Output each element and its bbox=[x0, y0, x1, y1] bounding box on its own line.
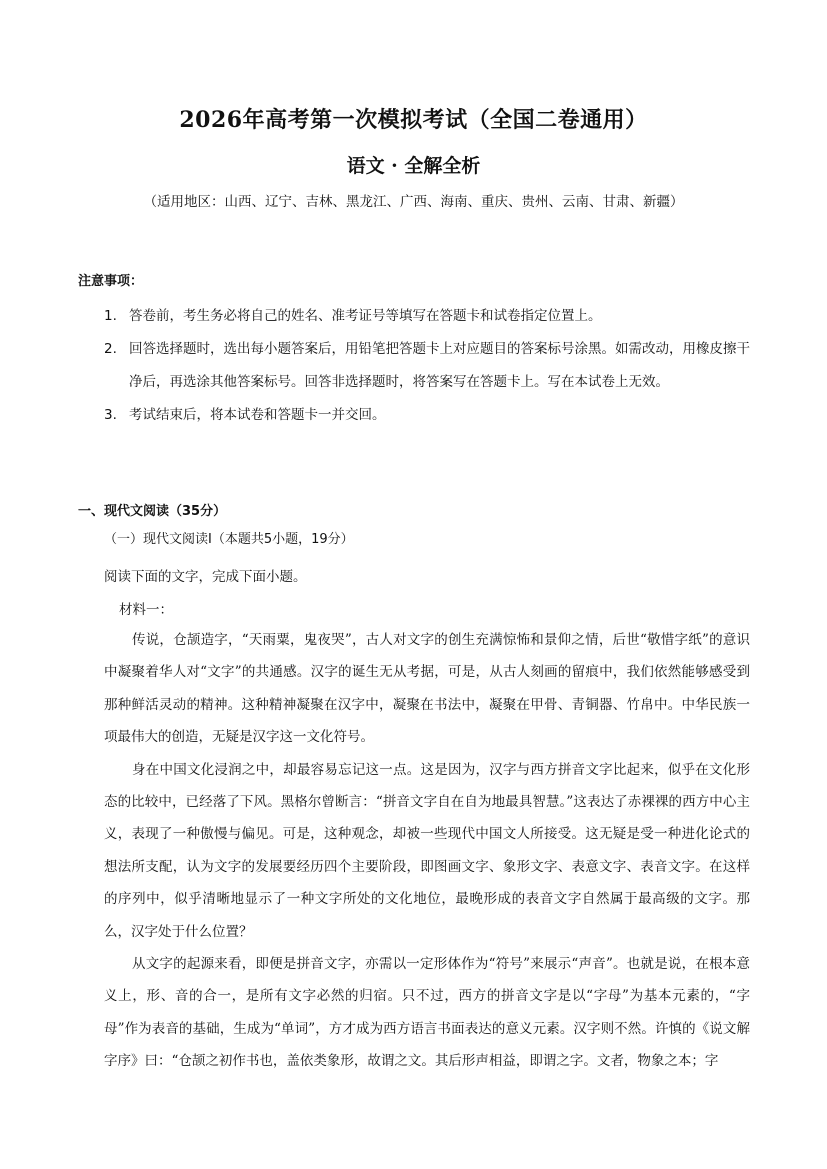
note-text: 答卷前，考生务必将自己的姓名、准考证号等填写在答题卡和试卷指定位置上。 bbox=[129, 308, 602, 324]
passage-paragraph: 从文字的起源来看，即便是拼音文字，亦需以一定形体作为“符号”来展示“声音”。也就是说，在根本意义上，形、音的合一，是所有文字必然的归宿。只不过，西方的拼音文字是以“字母”为基本元素的，“字母”作为表音的基础，生成为“单词”，方才成为西方语言书面表达的意义元素。汉字则不然。许慎的《说文解字序》曰：“仓颉之初作书也，盖依类象形，故谓之文。其后形声相益，即谓之字。文者，物象之本；字 bbox=[104, 956, 750, 1070]
passage-paragraph: 身在中国文化浸润之中，却最容易忘记这一点。这是因为，汉字与西方拼音文字比起来，似乎在文化形态的比较中，已经落了下风。黑格尔曾断言：“拼音文字自在自为地最具智慧。”这表达了赤裸裸的西方中心主义，表现了一种傲慢与偏见。可是，这种观念，却被一些现代中国文人所接受。这无疑是受一种进化论式的想法所支配，认为文字的发展要经历四个主要阶段，即图画文字、象形文字、表意文字、表音文字。在这样的序列中，似乎清晰地显示了一种文字所处的文化地位，最晚形成的表音文字自然属于最高级的文字。那么，汉字处于什么位置？ bbox=[104, 761, 750, 940]
applicable-regions: （适用地区：山西、辽宁、吉林、黑龙江、广西、海南、重庆、贵州、云南、甘肃、新疆） bbox=[143, 194, 684, 210]
note-number: 2. bbox=[104, 341, 117, 357]
reading-instruction: 阅读下面的文字，完成下面小题。 bbox=[104, 569, 307, 585]
note-text: 回答选择题时，选出每小题答案后，用铅笔把答题卡上对应题目的答案标号涂黑。如需改动，用橡皮擦干净后，再选涂其他答案标号。回答非选择题时，将答案写在答题卡上。写在本试卷上无效。 bbox=[129, 341, 750, 390]
subsection-title: （一）现代文阅读Ⅰ（本题共5小题，19分） bbox=[104, 532, 354, 547]
exam-title: 2026年高考第一次模拟考试（全国二卷通用） bbox=[179, 107, 648, 133]
exam-subtitle: 语文 · 全解全析 bbox=[346, 155, 481, 177]
note-item bbox=[104, 333, 760, 399]
note-item bbox=[104, 399, 760, 432]
passage-paragraph: 传说，仓颉造字，“天雨粟，鬼夜哭”，古人对文字的创生充满惊怖和景仰之情，后世“敬惜字纸”的意识中凝聚着华人对“文字”的共通感。汉字的诞生无从考据，可是，从古人刻画的留痕中，我们依然能够感受到那种鲜活灵动的精神。这种精神凝聚在汉字中，凝聚在书法中，凝聚在甲骨、青铜器、竹帛中。中华民族一项最伟大的创造，无疑是汉字这一文化符号。 bbox=[104, 632, 750, 746]
material-label: 材料一： bbox=[119, 602, 173, 618]
notes-list bbox=[104, 300, 760, 432]
note-number: 1. bbox=[104, 308, 117, 324]
reading-passage bbox=[104, 624, 750, 1078]
note-number: 3. bbox=[104, 407, 117, 423]
note-text: 考试结束后，将本试卷和答题卡一并交回。 bbox=[129, 407, 386, 423]
notes-title: 注意事项： bbox=[78, 274, 144, 289]
note-item bbox=[104, 300, 760, 333]
section-title: 一、现代文阅读（35分） bbox=[78, 504, 227, 519]
